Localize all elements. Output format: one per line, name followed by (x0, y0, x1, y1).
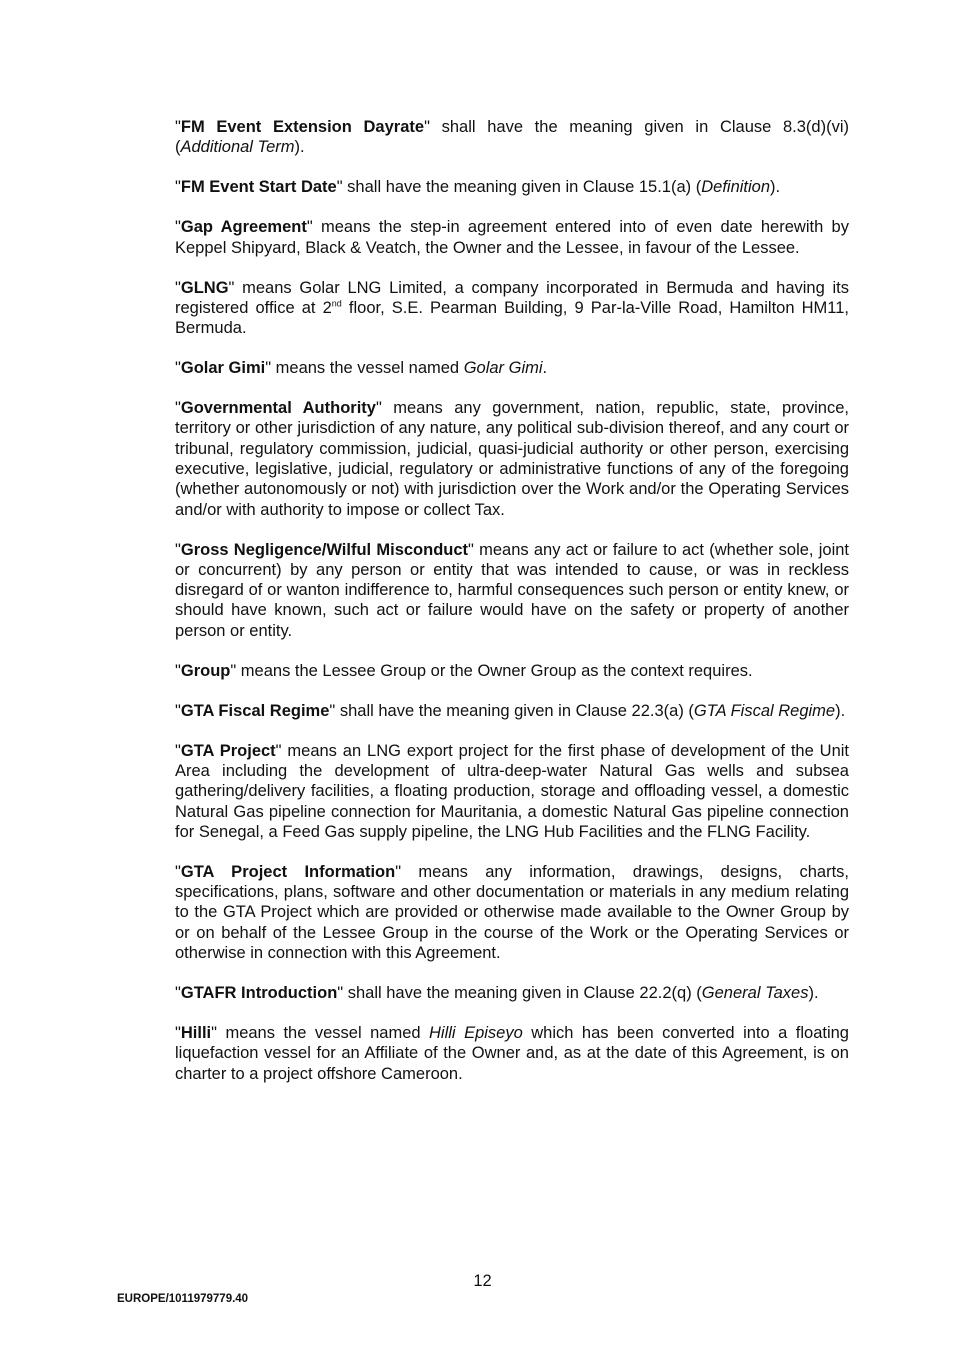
definition-glng: "GLNG" means Golar LNG Limited, a company incorporated in Bermuda and having its registered office at 2nd floor, S.E. Pearman Building, 9 Par-la-Ville Road, Hamilton HM11, Bermuda. (175, 278, 849, 338)
definition-gta-project: "GTA Project" means an LNG export project for the first phase of development of the Unit Area including the development of ultra-deep-water Natural Gas wells and subsea gathering/delivery facilities, a floating production, storage and offloading vessel, a domestic Natural Gas pipeline connection for Mauritania, a domestic Natural Gas pipeline connection for Senegal, a Feed Gas supply pipeline, the LNG Hub Facilities and the FLNG Facility. (175, 741, 850, 841)
definition-gross-negligence: "Gross Negligence/Wilful Misconduct" means any act or failure to act (whether sole, joint or concurrent) by any person or entity that was intended to cause, or was in reckless disregard of or wanton indifference to, harmful consequences such person or entity knew, or should have known, such act or failure would have on the safety or property of another person or entity. (175, 540, 850, 640)
defined-term: Gross Negligence/Wilful Misconduct (180, 540, 469, 559)
defined-term: Governmental Authority (180, 399, 376, 418)
definition-fm-event-start-date: "FM Event Start Date" shall have the meaning given in Clause 15.1(a) (Definition). (175, 178, 781, 197)
defined-term: Gap Agreement (180, 218, 307, 237)
definition-governmental-authority: "Governmental Authority" means any government, nation, republic, state, province, territory or other jurisdiction of any nature, any political sub-division thereof, and any court or tribunal, regulatory commission, judicial, quasi-judicial authority or other person, exercising executive, legislative, judicial, regulatory or administrative functions of any of the foregoing (whether autonomously or not) with jurisdiction over the Work and/or the Operating Services and/or with authority to impose or collect Tax. (175, 399, 849, 519)
definition-gap-agreement: "Gap Agreement" means the step-in agreement entered into of even date herewith by Keppel Shipyard, Black & Veatch, the Owner and the Lessee, in favour of the Lessee. (175, 218, 849, 257)
defined-term: FM Event Start Date (180, 178, 337, 197)
defined-term: GTA Project (180, 741, 276, 760)
document-reference: EUROPE/1011979779.40 (117, 1293, 249, 1305)
definition-group: "Group" means the Lessee Group or the Owner Group as the context requires. (175, 661, 753, 680)
defined-term: FM Event Extension Dayrate (180, 118, 425, 136)
definition-gta-project-information: "GTA Project Information" means any information, drawings, designs, charts, specifications, plans, software and other documentation or materials in any medium relating to the GTA Project which are provided or otherwise made available to the Owner Group by or on behalf of the Lessee Group in the course of the Work or the Operating Services or otherwise in connection with this Agreement. (175, 862, 849, 963)
defined-term: Hilli (180, 1024, 212, 1043)
defined-term: GTA Fiscal Regime (180, 701, 330, 720)
defined-term: Group (180, 661, 231, 680)
defined-term: GLNG (180, 278, 229, 297)
defined-term: GTAFR Introduction (180, 984, 338, 1003)
definition-hilli: "Hilli" means the vessel named Hilli Episeyo which has been converted into a floating liquefaction vessel for an Affiliate of the Owner and, as at the date of this Agreement, is on charter to a project offshore Cameroon. (175, 1024, 849, 1083)
definition-golar-gimi: "Golar Gimi" means the vessel named Golar Gimi. (175, 359, 548, 378)
defined-term: Golar Gimi (180, 359, 266, 378)
definitions-section (175, 117, 849, 1104)
definition-gta-fiscal-regime: "GTA Fiscal Regime" shall have the meaning given in Clause 22.3(a) (GTA Fiscal Regime). (175, 701, 846, 720)
definition-gtafr-introduction: "GTAFR Introduction" shall have the meaning given in Clause 22.2(q) (General Taxes). (175, 984, 819, 1003)
defined-term: GTA Project Information (180, 862, 396, 881)
page-number: 12 (473, 1272, 492, 1290)
definition-fm-event-extension-dayrate: "FM Event Extension Dayrate" shall have the meaning given in Clause 8.3(d)(vi) (Additional Term). (175, 118, 849, 157)
